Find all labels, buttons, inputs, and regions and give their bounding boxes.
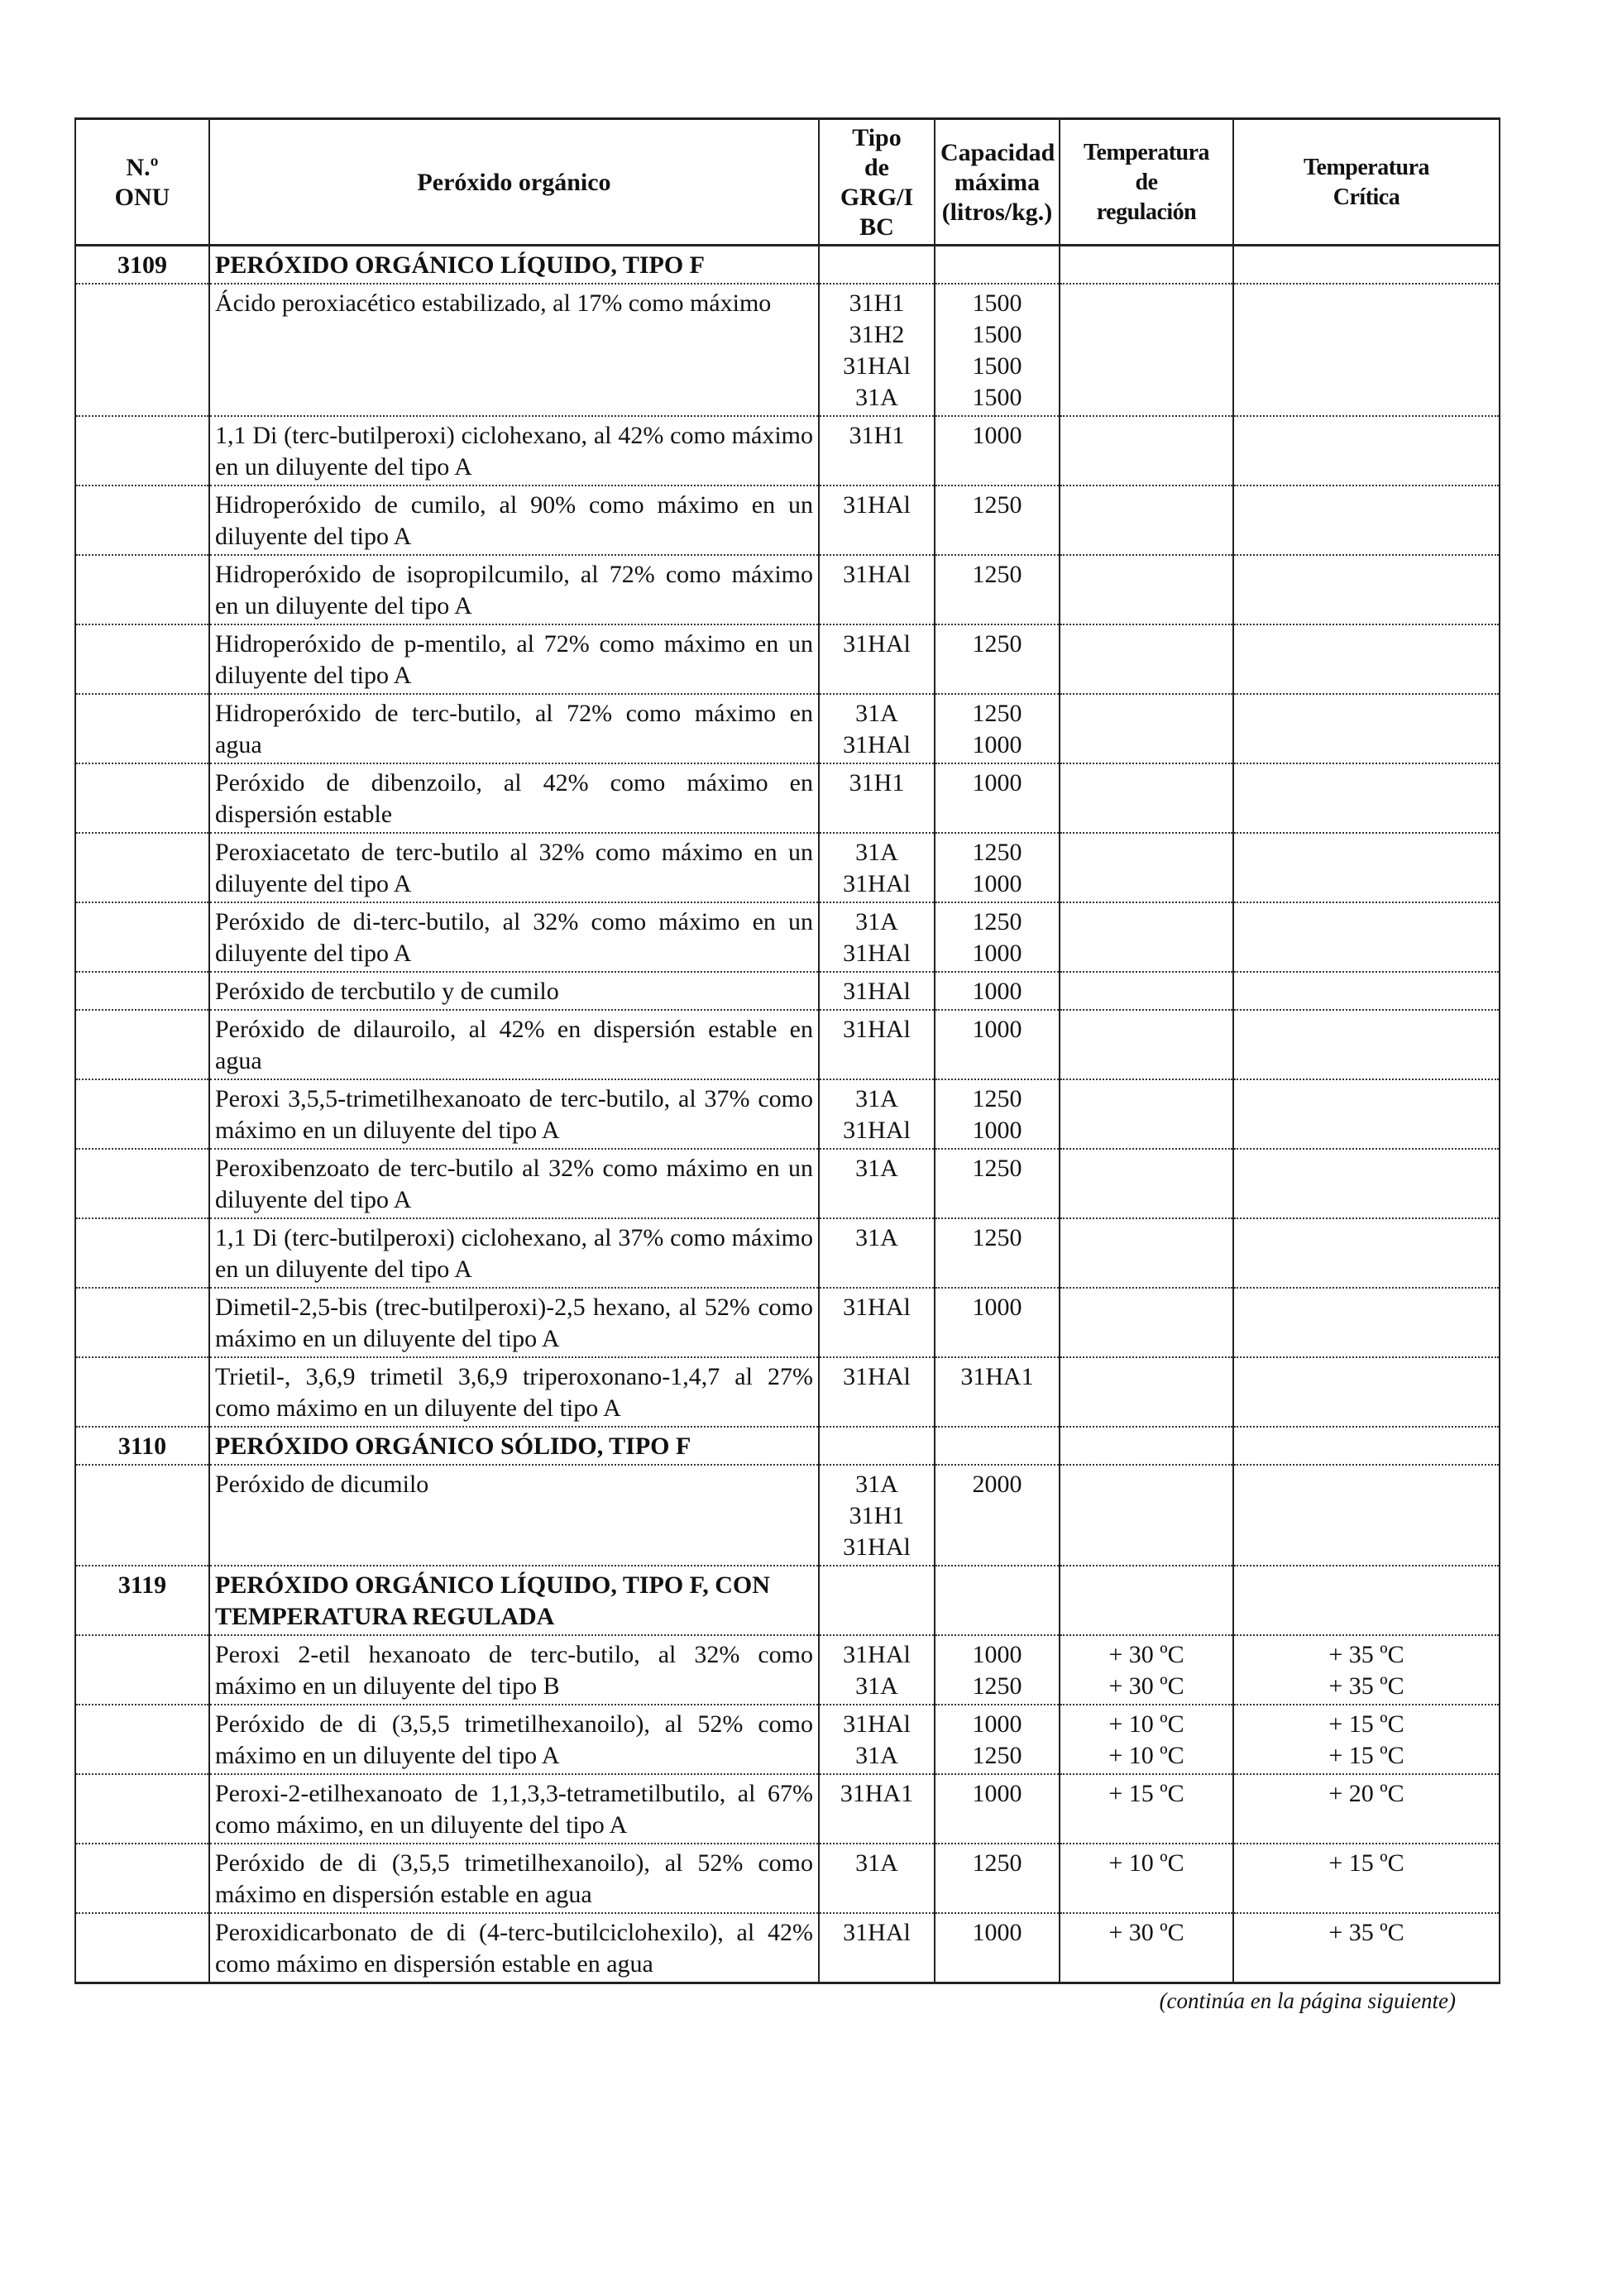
- cell-capacity-value: 1500: [972, 289, 1022, 317]
- cell-critical-value: + 35 ºC: [1328, 1672, 1404, 1700]
- header-critical-temp: [1233, 119, 1500, 246]
- cell-critical: [1233, 1010, 1500, 1079]
- cell-type: [819, 1635, 935, 1705]
- cell-type-value: 31HAl: [843, 1016, 911, 1043]
- cell-capacity: [935, 1566, 1060, 1635]
- cell-type: [819, 694, 935, 763]
- cell-capacity-value: 1250: [972, 1849, 1022, 1877]
- cell-peroxide-name: Peróxido de di (3,5,5 trimetilhexanoilo), al 52% como máximo en dispersión estable en agua: [209, 1844, 819, 1913]
- cell-capacity: [935, 902, 1060, 972]
- cell-type-value: 31HAl: [843, 630, 911, 658]
- cell-regulation: [1060, 1635, 1233, 1705]
- cell-capacity-value: 1250: [972, 1155, 1022, 1182]
- cell-type: [819, 246, 935, 285]
- cell-critical: [1233, 624, 1500, 694]
- cell-critical: [1233, 1357, 1500, 1427]
- cell-critical-value: + 15 ºC: [1328, 1742, 1404, 1769]
- cell-capacity: [935, 1774, 1060, 1844]
- table-row: [75, 284, 1500, 416]
- cell-type-value: 31HAl: [843, 1533, 911, 1561]
- cell-capacity: [935, 1465, 1060, 1566]
- cell-critical: [1233, 1288, 1500, 1357]
- table-row: [75, 1635, 1500, 1705]
- cell-capacity: [935, 246, 1060, 285]
- table-section-row: [75, 1427, 1500, 1465]
- cell-un-number: 3110: [75, 1427, 209, 1465]
- cell-regulation-value: + 10 ºC: [1108, 1742, 1184, 1769]
- header-capacity-line: Capacidad: [940, 139, 1055, 166]
- cell-capacity: [935, 1079, 1060, 1149]
- cell-regulation: [1060, 1465, 1233, 1566]
- cell-section-title: PERÓXIDO ORGÁNICO SÓLIDO, TIPO F: [209, 1427, 819, 1465]
- cell-capacity: [935, 694, 1060, 763]
- cell-type: [819, 1149, 935, 1218]
- cell-capacity-value: 1000: [972, 1710, 1022, 1738]
- cell-type-value: 31HAl: [843, 561, 911, 588]
- cell-peroxide-name: 1,1 Di (terc-butilperoxi) ciclohexano, al 42% como máximo en un diluyente del tipo A: [209, 416, 819, 486]
- cell-capacity: [935, 1357, 1060, 1427]
- cell-un-number: [75, 624, 209, 694]
- cell-type-value: 31H1: [849, 289, 905, 317]
- cell-capacity: [935, 1427, 1060, 1465]
- header-regulation-line: regulación: [1096, 199, 1197, 225]
- cell-regulation-value: + 30 ºC: [1108, 1641, 1184, 1668]
- cell-type-value: 31H1: [849, 1502, 905, 1529]
- cell-un-number: 3119: [75, 1566, 209, 1635]
- cell-capacity-value: 1000: [972, 940, 1022, 967]
- cell-type: [819, 1566, 935, 1635]
- table-row: [75, 833, 1500, 902]
- cell-un-number: [75, 1357, 209, 1427]
- cell-capacity: [935, 1705, 1060, 1774]
- table-row: [75, 1465, 1500, 1566]
- table-row: [75, 555, 1500, 624]
- cell-critical: [1233, 1635, 1500, 1705]
- cell-peroxide-name: Peroxibenzoato de terc-butilo al 32% como máximo en un diluyente del tipo A: [209, 1149, 819, 1218]
- table-row: [75, 972, 1500, 1010]
- header-type-line: BC: [859, 213, 894, 241]
- header-type-line: de: [864, 154, 889, 181]
- cell-type-value: 31H1: [849, 422, 905, 449]
- table-row: [75, 1774, 1500, 1844]
- cell-capacity-value: 2000: [972, 1471, 1022, 1498]
- cell-peroxide-name: Hidroperóxido de isopropilcumilo, al 72% como máximo en un diluyente del tipo A: [209, 555, 819, 624]
- cell-section-title: PERÓXIDO ORGÁNICO LÍQUIDO, TIPO F: [209, 246, 819, 285]
- cell-type-value: 31A: [855, 384, 898, 411]
- cell-type-value: 31A: [855, 839, 898, 866]
- cell-type: [819, 1079, 935, 1149]
- cell-regulation: [1060, 1357, 1233, 1427]
- cell-capacity: [935, 555, 1060, 624]
- cell-type-value: 31A: [855, 1224, 898, 1251]
- cell-type-value: 31HAl: [843, 352, 911, 380]
- cell-type-value: 31HAl: [843, 940, 911, 967]
- table-row: [75, 1288, 1500, 1357]
- cell-peroxide-name: Peróxido de dicumilo: [209, 1465, 819, 1566]
- cell-un-number: 3109: [75, 246, 209, 285]
- cell-capacity: [935, 833, 1060, 902]
- cell-type: [819, 1010, 935, 1079]
- cell-type: [819, 833, 935, 902]
- cell-peroxide-name: Peróxido de dilauroilo, al 42% en dispersión estable en agua: [209, 1010, 819, 1079]
- cell-critical: [1233, 1774, 1500, 1844]
- cell-capacity-value: 1250: [972, 630, 1022, 658]
- header-capacity-line: máxima: [954, 169, 1041, 196]
- cell-regulation: [1060, 1774, 1233, 1844]
- cell-capacity-value: 1250: [972, 561, 1022, 588]
- cell-type-value: 31A: [855, 1085, 898, 1112]
- header-regulation-line: de: [1135, 170, 1158, 195]
- cell-type: [819, 902, 935, 972]
- cell-capacity-value: 1250: [972, 908, 1022, 935]
- cell-critical: [1233, 763, 1500, 833]
- header-critical-line: Temperatura: [1303, 155, 1430, 180]
- cell-un-number: [75, 555, 209, 624]
- header-regulation-temp: [1060, 119, 1233, 246]
- cell-peroxide-name: Hidroperóxido de cumilo, al 90% como máximo en un diluyente del tipo A: [209, 486, 819, 555]
- cell-regulation: [1060, 1288, 1233, 1357]
- cell-type: [819, 1465, 935, 1566]
- cell-capacity-value: 1250: [972, 700, 1022, 727]
- cell-peroxide-name: Peróxido de di-terc-butilo, al 32% como máximo en un diluyente del tipo A: [209, 902, 819, 972]
- table-row: [75, 902, 1500, 972]
- cell-critical: [1233, 1218, 1500, 1288]
- cell-capacity: [935, 1288, 1060, 1357]
- cell-un-number: [75, 902, 209, 972]
- cell-regulation-value: + 10 ºC: [1108, 1710, 1184, 1738]
- cell-capacity-value: 1250: [972, 1085, 1022, 1112]
- cell-capacity: [935, 763, 1060, 833]
- cell-capacity-value: 1000: [972, 870, 1022, 897]
- cell-type: [819, 555, 935, 624]
- cell-capacity-value: 1500: [972, 384, 1022, 411]
- cell-regulation: [1060, 902, 1233, 972]
- cell-un-number: [75, 1079, 209, 1149]
- cell-type-value: 31A: [855, 908, 898, 935]
- cell-capacity: [935, 1149, 1060, 1218]
- cell-capacity-value: 1000: [972, 1016, 1022, 1043]
- cell-regulation-value: + 15 ºC: [1108, 1780, 1184, 1807]
- cell-capacity-value: 1000: [972, 1780, 1022, 1807]
- cell-un-number: [75, 1635, 209, 1705]
- cell-capacity: [935, 1844, 1060, 1913]
- header-critical-line: Crítica: [1333, 184, 1400, 210]
- continuation-note: (continúa en la página siguiente): [1159, 1988, 1456, 2013]
- cell-critical: [1233, 246, 1500, 285]
- cell-regulation: [1060, 1149, 1233, 1218]
- cell-type-value: 31A: [855, 1471, 898, 1498]
- cell-un-number: [75, 1010, 209, 1079]
- table-row: [75, 1010, 1500, 1079]
- cell-peroxide-name: 1,1 Di (terc-butilperoxi) ciclohexano, al 37% como máximo en un diluyente del tipo A: [209, 1218, 819, 1288]
- cell-capacity: [935, 1010, 1060, 1079]
- cell-critical: [1233, 902, 1500, 972]
- header-capacity-line: (litros/kg.): [941, 199, 1053, 226]
- cell-regulation: [1060, 486, 1233, 555]
- cell-peroxide-name: Peroxi-2-etilhexanoato de 1,1,3,3-tetrametilbutilo, al 67% como máximo, en un diluyente del tipo A: [209, 1774, 819, 1844]
- cell-regulation: [1060, 1079, 1233, 1149]
- cell-un-number: [75, 1774, 209, 1844]
- cell-type: [819, 624, 935, 694]
- cell-critical: [1233, 1705, 1500, 1774]
- cell-type: [819, 416, 935, 486]
- cell-un-number: [75, 763, 209, 833]
- cell-type-value: 31A: [855, 1742, 898, 1769]
- cell-capacity: [935, 624, 1060, 694]
- cell-capacity: [935, 486, 1060, 555]
- cell-critical-value: + 20 ºC: [1328, 1780, 1404, 1807]
- cell-type-value: 31HAl: [843, 978, 911, 1005]
- cell-regulation: [1060, 1913, 1233, 1983]
- cell-critical: [1233, 1427, 1500, 1465]
- cell-capacity-value: 1500: [972, 352, 1022, 380]
- cell-un-number: [75, 486, 209, 555]
- cell-regulation: [1060, 1844, 1233, 1913]
- cell-regulation: [1060, 1010, 1233, 1079]
- cell-type: [819, 1357, 935, 1427]
- cell-peroxide-name: Ácido peroxiacético estabilizado, al 17% como máximo: [209, 284, 819, 416]
- cell-regulation-value: + 30 ºC: [1108, 1919, 1184, 1946]
- cell-type: [819, 284, 935, 416]
- cell-peroxide-name: Peróxido de di (3,5,5 trimetilhexanoilo), al 52% como máximo en un diluyente del tipo A: [209, 1705, 819, 1774]
- cell-type-value: 31HAl: [843, 1641, 911, 1668]
- cell-capacity-value: 1250: [972, 491, 1022, 519]
- header-type-line: GRG/I: [840, 184, 914, 211]
- cell-capacity-value: 1000: [972, 769, 1022, 796]
- cell-peroxide-name: Peroxiacetato de terc-butilo al 32% como máximo en un diluyente del tipo A: [209, 833, 819, 902]
- header-no-label: N.º: [126, 154, 159, 181]
- cell-un-number: [75, 1218, 209, 1288]
- cell-peroxide-name: Hidroperóxido de terc-butilo, al 72% como máximo en agua: [209, 694, 819, 763]
- cell-type: [819, 1774, 935, 1844]
- table-row: [75, 624, 1500, 694]
- cell-type: [819, 1427, 935, 1465]
- cell-type: [819, 1218, 935, 1288]
- cell-type-value: 31HAl: [843, 1710, 911, 1738]
- cell-capacity-value: 31HA1: [960, 1363, 1034, 1390]
- cell-peroxide-name: Peróxido de tercbutilo y de cumilo: [209, 972, 819, 1010]
- peroxide-table: [74, 117, 1500, 1984]
- cell-un-number: [75, 1913, 209, 1983]
- cell-type-value: 31HAl: [843, 1919, 911, 1946]
- cell-regulation-value: + 30 ºC: [1108, 1672, 1184, 1700]
- cell-peroxide-name: Peróxido de dibenzoilo, al 42% como máximo en dispersión estable: [209, 763, 819, 833]
- cell-type-value: 31HAl: [843, 1363, 911, 1390]
- cell-regulation: [1060, 624, 1233, 694]
- cell-regulation: [1060, 1705, 1233, 1774]
- table-section-row: [75, 246, 1500, 285]
- table-row: [75, 694, 1500, 763]
- cell-type-value: 31HA1: [840, 1780, 914, 1807]
- table-row: [75, 1844, 1500, 1913]
- cell-capacity: [935, 284, 1060, 416]
- cell-type: [819, 486, 935, 555]
- cell-critical: [1233, 284, 1500, 416]
- cell-un-number: [75, 1288, 209, 1357]
- cell-critical: [1233, 694, 1500, 763]
- table-row: [75, 486, 1500, 555]
- cell-critical: [1233, 1465, 1500, 1566]
- cell-capacity: [935, 972, 1060, 1010]
- table-body: [75, 246, 1500, 1983]
- header-type-line: Tipo: [852, 124, 902, 151]
- cell-critical: [1233, 1079, 1500, 1149]
- header-no-onu: [75, 119, 209, 246]
- header-onu-label: ONU: [114, 184, 170, 211]
- cell-regulation: [1060, 833, 1233, 902]
- cell-regulation: [1060, 1427, 1233, 1465]
- cell-type-value: 31A: [855, 1155, 898, 1182]
- cell-type-value: 31H1: [849, 769, 905, 796]
- cell-capacity: [935, 1635, 1060, 1705]
- cell-critical-value: + 15 ºC: [1328, 1849, 1404, 1877]
- cell-un-number: [75, 1705, 209, 1774]
- table-section-row: [75, 1566, 1500, 1635]
- table-row: [75, 1079, 1500, 1149]
- cell-critical: [1233, 1566, 1500, 1635]
- cell-capacity-value: 1000: [972, 1641, 1022, 1668]
- cell-type-value: 31H2: [849, 321, 905, 348]
- cell-type: [819, 1705, 935, 1774]
- cell-peroxide-name: Dimetil-2,5-bis (trec-butilperoxi)-2,5 hexano, al 52% como máximo en un diluyente del tipo A: [209, 1288, 819, 1357]
- cell-critical: [1233, 555, 1500, 624]
- cell-type-value: 31A: [855, 1849, 898, 1877]
- cell-regulation: [1060, 972, 1233, 1010]
- cell-type-value: 31HAl: [843, 731, 911, 758]
- cell-critical: [1233, 1844, 1500, 1913]
- cell-capacity-value: 1500: [972, 321, 1022, 348]
- table-header-row: [75, 119, 1500, 246]
- cell-capacity-value: 1000: [972, 1117, 1022, 1144]
- cell-critical: [1233, 1149, 1500, 1218]
- cell-peroxide-name: Peroxi 2-etil hexanoato de terc-butilo, al 32% como máximo en un diluyente del tipo B: [209, 1635, 819, 1705]
- cell-capacity-value: 1250: [972, 839, 1022, 866]
- cell-critical: [1233, 972, 1500, 1010]
- cell-critical-value: + 15 ºC: [1328, 1710, 1404, 1738]
- cell-capacity: [935, 1913, 1060, 1983]
- cell-regulation-value: + 10 ºC: [1108, 1849, 1184, 1877]
- cell-type: [819, 1288, 935, 1357]
- cell-type: [819, 763, 935, 833]
- cell-un-number: [75, 1465, 209, 1566]
- cell-critical: [1233, 1913, 1500, 1983]
- cell-un-number: [75, 972, 209, 1010]
- cell-un-number: [75, 1844, 209, 1913]
- header-peroxide: Peróxido orgánico: [209, 119, 819, 246]
- cell-regulation: [1060, 763, 1233, 833]
- cell-capacity-value: 1250: [972, 1672, 1022, 1700]
- cell-un-number: [75, 833, 209, 902]
- cell-critical: [1233, 416, 1500, 486]
- cell-type-value: 31A: [855, 700, 898, 727]
- cell-type-value: 31HAl: [843, 870, 911, 897]
- cell-peroxide-name: Peroxi 3,5,5-trimetilhexanoato de terc-butilo, al 37% como máximo en un diluyente del tipo A: [209, 1079, 819, 1149]
- cell-un-number: [75, 416, 209, 486]
- cell-regulation: [1060, 416, 1233, 486]
- cell-regulation: [1060, 246, 1233, 285]
- cell-type-value: 31HAl: [843, 1117, 911, 1144]
- cell-regulation: [1060, 1218, 1233, 1288]
- cell-type-value: 31HAl: [843, 491, 911, 519]
- table-row: [75, 763, 1500, 833]
- cell-peroxide-name: Hidroperóxido de p-mentilo, al 72% como máximo en un diluyente del tipo A: [209, 624, 819, 694]
- header-type: [819, 119, 935, 246]
- cell-regulation: [1060, 694, 1233, 763]
- cell-capacity-value: 1000: [972, 422, 1022, 449]
- cell-capacity: [935, 416, 1060, 486]
- cell-capacity-value: 1000: [972, 978, 1022, 1005]
- cell-capacity-value: 1250: [972, 1742, 1022, 1769]
- cell-un-number: [75, 1149, 209, 1218]
- cell-type-value: 31HAl: [843, 1294, 911, 1321]
- cell-capacity-value: 1000: [972, 1919, 1022, 1946]
- cell-un-number: [75, 284, 209, 416]
- cell-capacity-value: 1000: [972, 1294, 1022, 1321]
- cell-critical-value: + 35 ºC: [1328, 1919, 1404, 1946]
- header-regulation-line: Temperatura: [1083, 140, 1210, 165]
- cell-type-value: 31A: [855, 1672, 898, 1700]
- table-row: [75, 1218, 1500, 1288]
- cell-un-number: [75, 694, 209, 763]
- cell-critical: [1233, 486, 1500, 555]
- cell-type: [819, 1913, 935, 1983]
- cell-regulation: [1060, 284, 1233, 416]
- cell-type: [819, 1844, 935, 1913]
- table-row: [75, 1149, 1500, 1218]
- header-capacity: [935, 119, 1060, 246]
- cell-capacity: [935, 1218, 1060, 1288]
- cell-type: [819, 972, 935, 1010]
- table-row: [75, 1357, 1500, 1427]
- cell-regulation: [1060, 555, 1233, 624]
- table-row: [75, 1705, 1500, 1774]
- table-row: [75, 416, 1500, 486]
- cell-capacity-value: 1250: [972, 1224, 1022, 1251]
- cell-critical: [1233, 833, 1500, 902]
- cell-section-title: PERÓXIDO ORGÁNICO LÍQUIDO, TIPO F, CON TEMPERATURA REGULADA: [209, 1566, 819, 1635]
- cell-regulation: [1060, 1566, 1233, 1635]
- table-row: [75, 1913, 1500, 1983]
- cell-capacity-value: 1000: [972, 731, 1022, 758]
- cell-peroxide-name: Trietil-, 3,6,9 trimetil 3,6,9 triperoxonano-1,4,7 al 27% como máximo en un diluyente del tipo A: [209, 1357, 819, 1427]
- cell-peroxide-name: Peroxidicarbonato de di (4-terc-butilciclohexilo), al 42% como máximo en dispersión estable en agua: [209, 1913, 819, 1983]
- cell-critical-value: + 35 ºC: [1328, 1641, 1404, 1668]
